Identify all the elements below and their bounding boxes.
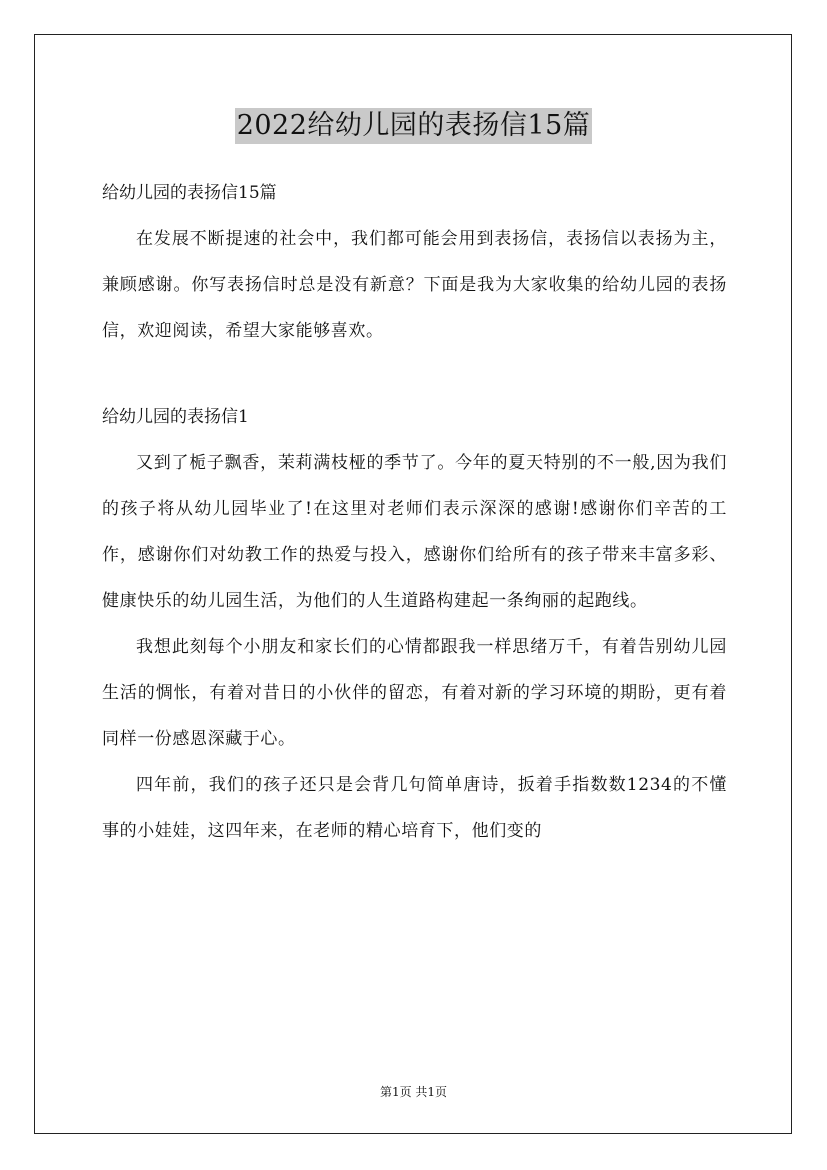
- section-spacer: [102, 354, 727, 394]
- document-subtitle: 给幼儿园的表扬信15篇: [102, 183, 277, 203]
- section-heading: 给幼儿园的表扬信1: [102, 407, 249, 427]
- page-footer: [0, 1084, 827, 1100]
- document-body: [102, 170, 727, 854]
- document-title-text: 2022给幼儿园的表扬信15篇: [235, 108, 593, 144]
- document-title: [0, 104, 827, 144]
- body-paragraph-2: 我想此刻每个小朋友和家长们的心情都跟我一样思绪万千，有着告别幼儿园生活的惆怅，有着对昔日的小伙伴的留恋，有着对新的学习环境的期盼，更有着同样一份感恩深藏于心。: [102, 637, 727, 749]
- page-indicator: 第1页 共1页: [379, 1085, 448, 1099]
- body-paragraph-3: 四年前，我们的孩子还只是会背几句简单唐诗，扳着手指数数1234的不懂事的小娃娃，这四年来，在老师的精心培育下，他们变的: [102, 775, 727, 841]
- body-paragraph-1: 又到了栀子飘香，茉莉满枝桠的季节了。今年的夏天特别的不一般,因为我们的孩子将从幼儿园毕业了!在这里对老师们表示深深的感谢!感谢你们辛苦的工作，感谢你们对幼教工作的热爱与投入，感谢你们给所有的孩子带来丰富多彩、健康快乐的幼儿园生活，为他们的人生道路构建起一条绚丽的起跑线。: [102, 453, 727, 611]
- intro-paragraph: 在发展不断提速的社会中，我们都可能会用到表扬信，表扬信以表扬为主，兼顾感谢。你写表扬信时总是没有新意？下面是我为大家收集的给幼儿园的表扬信，欢迎阅读，希望大家能够喜欢。: [102, 229, 727, 341]
